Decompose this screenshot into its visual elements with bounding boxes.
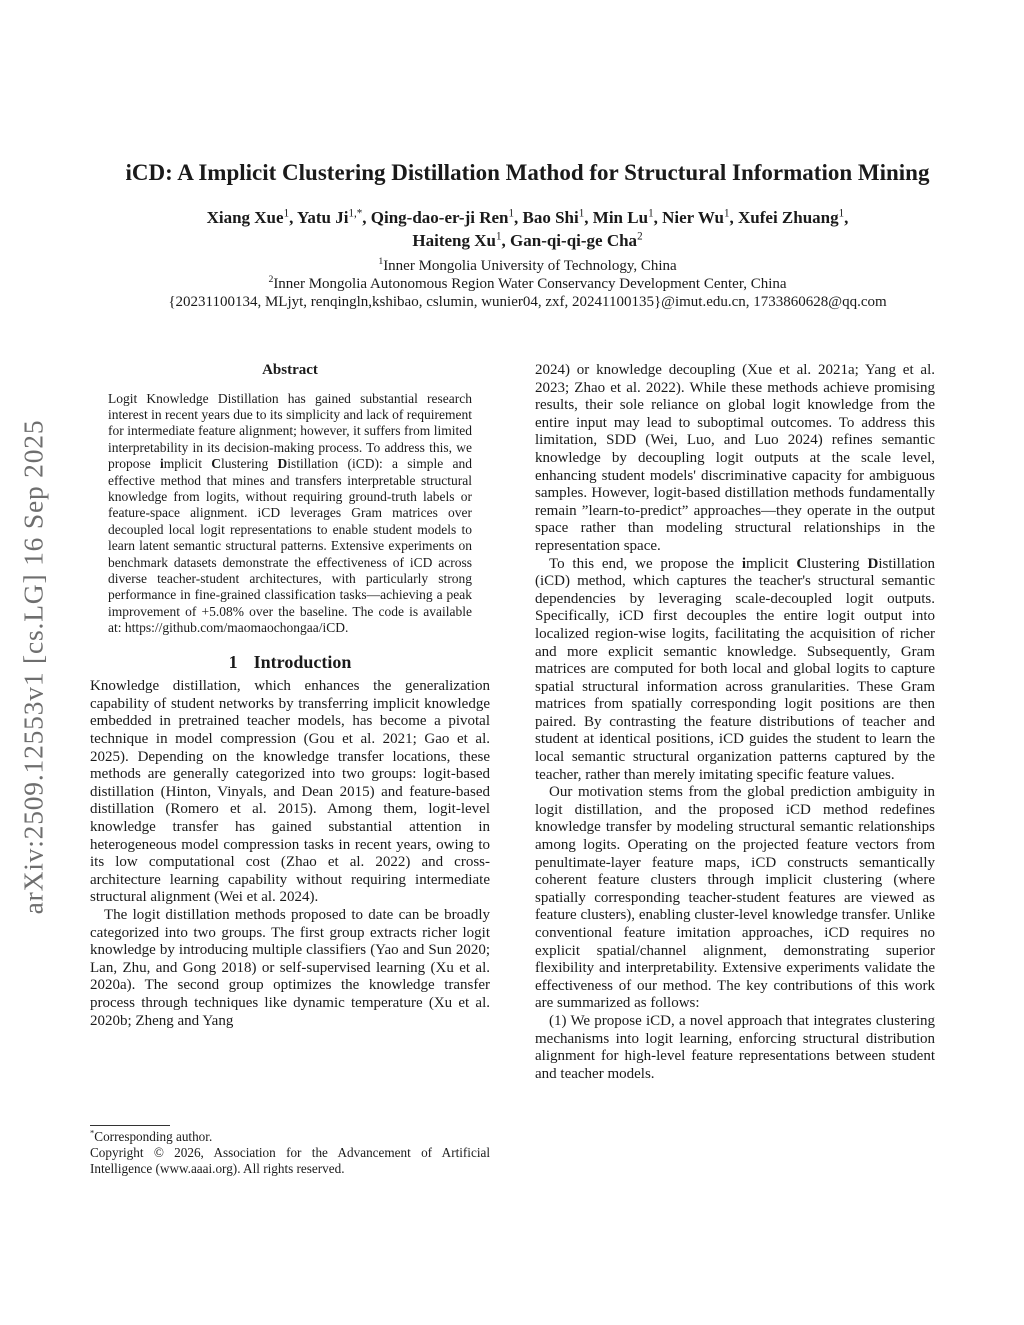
section-title: Introduction xyxy=(253,651,352,672)
affiliation-text: Inner Mongolia University of Technology, China xyxy=(383,258,677,274)
author-mark: 2 xyxy=(637,230,643,243)
intro-paragraph: Our motivation stems from the global prediction ambiguity in logit distillation, and the proposed iCD method redefines knowledge transfer by modeling structural semantic relationships among logits. Operating on the projected feature vectors from penultimate-layer feature maps, iCD constructs semantically coherent feature clusters through implicit clustering (where spatially corresponding teacher-student features are viewed as feature clusters), enabling cluster-level knowledge transfer. Unlike conventional feature imitation approaches, iCD requires no explicit spatial/channel alignment, demonstrating superior flexibility and interpretability. Extensive experiments validate the effectiveness of our method. The key contributions of this work are summarized as follows: xyxy=(535,784,935,1012)
author: Xiang Xue xyxy=(206,208,284,227)
affiliation-mark: 1 xyxy=(378,256,384,267)
intro-paragraph-continued: 2024) or knowledge decoupling (Xue et al. 2021a; Yang et al. 2023; Zhao et al. 2022). While these methods achieve promising results, their sole reliance on global logit knowledge from the entire input may lead to suboptimal outcomes. To address this limitation, SDD (Wei, Luo, and Luo 2024) refines semantic knowledge by decoupling logit outputs at the scale level, enhancing student models' discriminative capacity for ambiguous samples. However, logit-based distillation methods fundamentally remain ”learn-to-predict” approaches—they operate in the output space rather than modeling structural relationships in the representation space. xyxy=(535,362,935,554)
author-list xyxy=(60,206,995,252)
author: Nier Wu xyxy=(662,208,724,227)
author-mark: 1 xyxy=(508,207,515,220)
copyright-notice: Copyright © 2026, Association for the Advancement of Artificial Intelligence (www.aaai.org). All rights reserved. xyxy=(90,1145,490,1176)
intro-paragraph: The logit distillation methods proposed to date can be broadly categorized into two groups. The first group extracts richer logit knowledge by introducing multiple classifiers (Yao and Sun 2020; Lan, Zhu, and Gong 2018) or self-supervised learning (Xu et al. 2020a). The second group optimizes the knowledge transfer process through techniques like dynamic temperature (Xu et al. 2020b; Zheng and Yang xyxy=(90,907,490,1029)
abstract-body xyxy=(108,391,472,637)
author-mark: 1 xyxy=(495,230,502,243)
author: Min Lu xyxy=(592,208,649,227)
affiliation-text: Inner Mongolia Autonomous Region Water Conservancy Development Center, China xyxy=(273,276,787,292)
method-initial: D xyxy=(867,555,879,572)
intro-text: mplicit xyxy=(746,555,797,572)
method-initial: i xyxy=(160,456,164,472)
author-mark: 1 xyxy=(578,207,585,220)
footnote-corresponding xyxy=(90,1129,490,1145)
arxiv-stamp xyxy=(8,372,58,962)
author: Yatu Ji xyxy=(296,208,349,227)
affiliation-mark: 2 xyxy=(268,274,274,285)
intro-text: istillation (iCD) method, which captures the teacher's structural semantic dependencies by leveraging scale-decoupled logit outputs. Specifically, iCD first decouples the entire logit output into localized region-wise logits, facilitating the acquisition of richer and more explicit semantic knowledge. Subsequently, Gram matrices are computed for both local and global logits to capture spatial structural information across granularities. These Gram matrices from spatially corresponding logit positions are then paired. By contrasting the feature distributions of teacher and student at identical positions, iCD guides the student to learn the local semantic structural organization patterns captured by the teacher, rather than merely imitating specific feature values. xyxy=(535,555,935,783)
author: Bao Shi xyxy=(522,208,579,227)
contribution-item: (1) We propose iCD, a novel approach that integrates clustering mechanisms into logit learning, enforcing structural distribution alignment for high-level feature representations between student and teacher models. xyxy=(535,1012,935,1082)
author-mark: 1 xyxy=(648,207,654,220)
author-emails: {20231100134, MLjyt, renqingln,kshibao, cslumin, wunier04, zxf, 20241100135}@imut.edu.cn, 1733860628@qq.com xyxy=(168,294,887,310)
method-initial: C xyxy=(211,456,222,472)
affiliation xyxy=(60,275,995,293)
paper-title: iCD: A Implicit Clustering Distillation Mathod for Structural Information Mining xyxy=(125,160,930,185)
author-mark: 1 xyxy=(283,207,290,220)
author-line-2: Haiteng Xu$^1$, Gan-qi-qi-ge Cha$^2$ xyxy=(412,230,643,250)
abstract-heading: Abstract xyxy=(262,362,318,378)
intro-text: lustering xyxy=(807,555,868,572)
arxiv-stamp-text: arXiv:2509.12553v1 [cs.LG] 16 Sep 2025 xyxy=(17,419,49,915)
author: Xufei Zhuang xyxy=(738,208,839,227)
affiliation xyxy=(60,257,995,275)
author: Gan-qi-qi-ge Cha xyxy=(510,231,638,250)
author: Qing-dao-er-ji Ren xyxy=(370,208,509,227)
method-initial: D xyxy=(277,456,288,472)
intro-paragraph: Knowledge distillation, which enhances the generalization capability of student networks by transferring implicit knowledge embedded in pretrained teacher models, has become a pivotal technique in model compression (Gou et al. 2021; Gao et al. 2025). Depending on the knowledge transfer locations, these methods are generally categorized into two groups: logit-based distillation (Hinton, Vinyals, and Dean 2015) and feature-based distillation (Romero et al. 2015). Among them, logit-level knowledge transfer has gained substantial attention in heterogeneous model compression tasks in recent years, owing to its low computational cost (Zhao et al. 2022) and cross-architecture learning capability without requiring intermediate structural alignment (Wei et al. 2024). xyxy=(90,678,490,906)
abstract-text: lustering xyxy=(221,456,278,472)
abstract-paragraph xyxy=(108,391,472,637)
left-column xyxy=(90,362,490,1030)
abstract-text: Logit Knowledge Distillation has gained substantial research interest in recent years due to its simplicity and lack of requirement for intermediate feature alignment; however, it suffers from limited interpretability in its decision-making process. To address this, we propose xyxy=(108,390,473,472)
abstract-text: istillation (iCD): a simple and effective method that mines and transfers interpretable structural knowledge from logits, without requiring ground-truth labels or feature-space alignment. iCD leverages Gram matrices over decoupled local logit representations to enable student models to learn latent semantic structural patterns. Extensive experiments on benchmark datasets demonstrate the effectiveness of iCD across diverse teacher-student architectures, with particularly strong performance in fine-grained classification tasks—achieving a peak improvement of +5.08% over the baseline. The code is available at: https://github.com/maomaochongaa/iCD. xyxy=(108,456,472,636)
author-mark: 1 xyxy=(838,207,845,220)
intro-text: To this end, we propose the xyxy=(549,555,742,572)
footnote-rule xyxy=(90,1125,170,1126)
footnote-text: Corresponding author. xyxy=(94,1129,213,1144)
abstract-text: mplicit xyxy=(163,456,212,472)
right-column xyxy=(535,362,935,1083)
section-heading xyxy=(90,651,490,672)
author-line-1: Xiang Xue$^1$, Yatu $Ji^{1,*}$, Qing-dao-er-ji Ren$^1$, Bao Shi$^1$, Min Lu$^1$, Nier Wu$^1$, Xufei Zhuang$^1$, xyxy=(206,207,849,227)
paper-header xyxy=(60,158,995,311)
author: Haiteng Xu xyxy=(412,231,496,250)
intro-paragraph xyxy=(535,556,935,785)
author-mark: 1 xyxy=(723,207,730,220)
section-number: 1 xyxy=(228,651,238,672)
footnote xyxy=(90,1125,490,1177)
method-initial: C xyxy=(796,555,808,572)
method-initial: i xyxy=(741,555,747,572)
author-mark: 1,* xyxy=(348,207,363,220)
footnote-mark: * xyxy=(90,1127,95,1138)
